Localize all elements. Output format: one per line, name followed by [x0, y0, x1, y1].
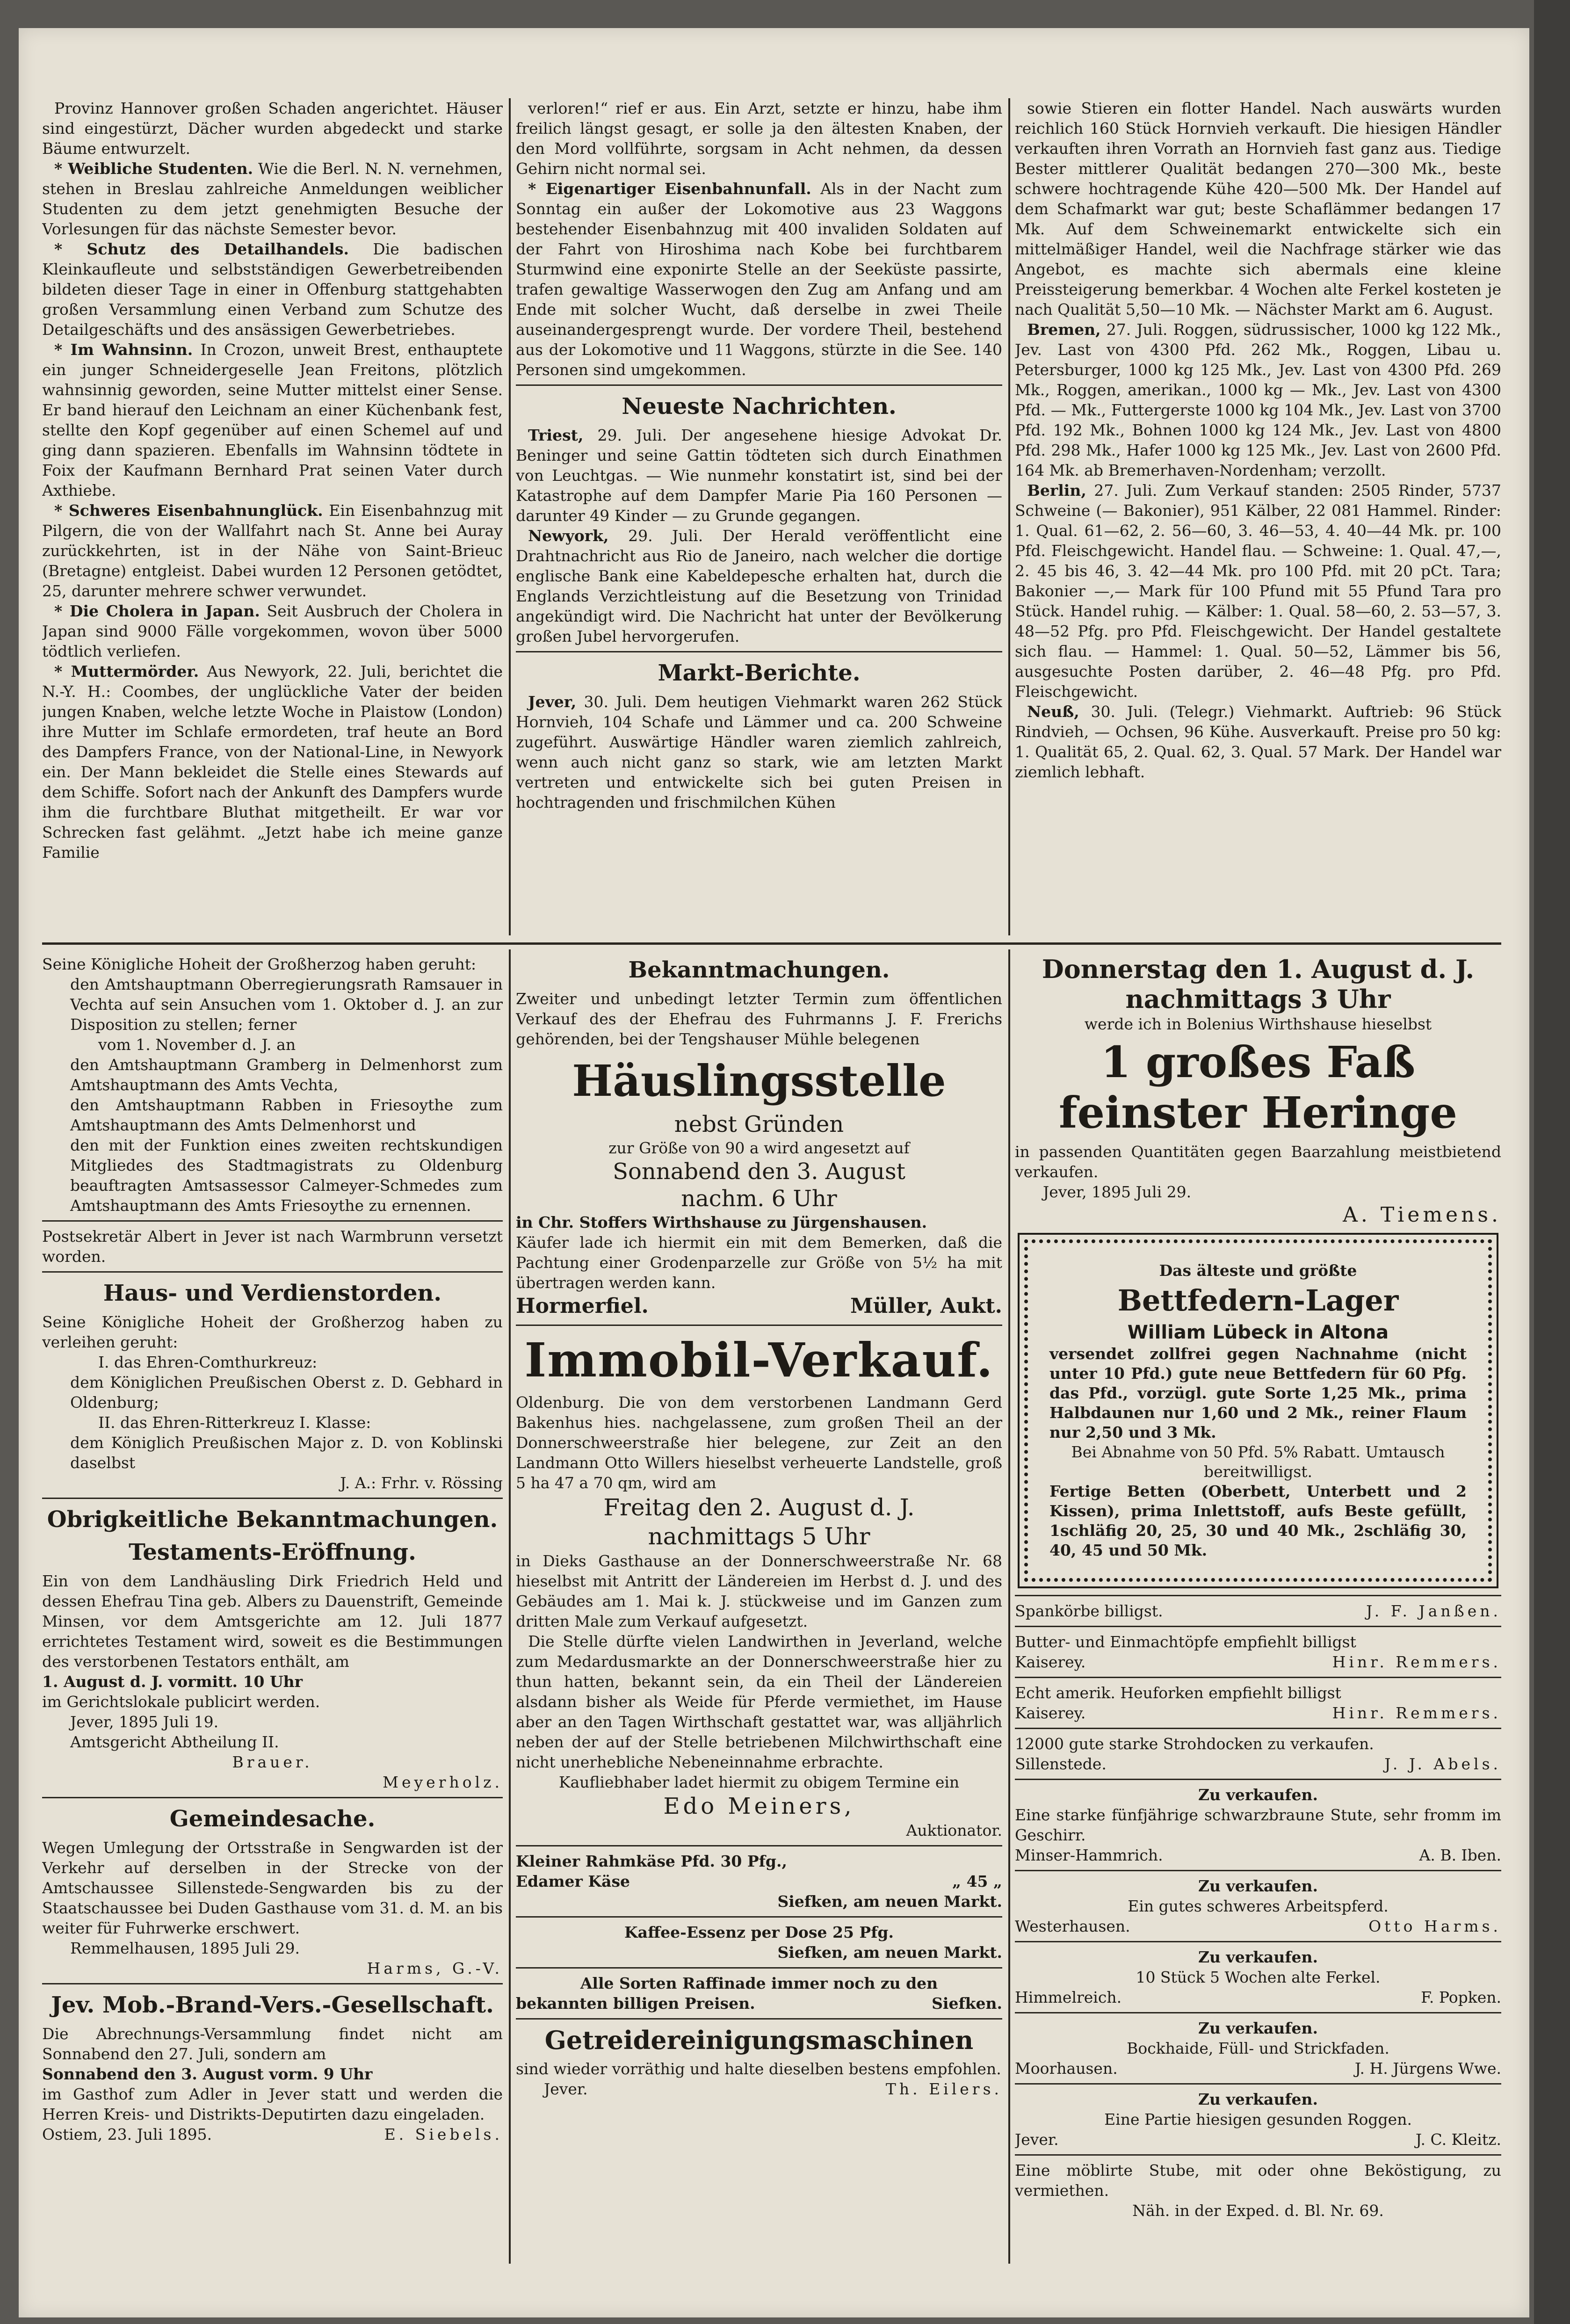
community-text: Wegen Umlegung der Ortsstraße in Sengwarden ist der Verkehr auf derselben in der Strecke von der Amtschaussee Sillenstede-Sengwarden bis zu der Staatschaussee bei Duden Gasthause vom 31. d. M. an bis weiter für Fuhrwerke erschwert.: [42, 1839, 503, 1937]
bottom-column-2: [516, 954, 1002, 2264]
sale-intro: Zweiter und unbedingt letzter Termin zum öffentlichen Verkauf des der Ehefrau des Fuhrmanns J. F. Frerichs gehörenden, bei der Tengshauser Mühle belegenen: [516, 990, 1002, 1048]
article-keyword: * Muttermörder.: [54, 662, 199, 681]
ad-1-place: Minser-Hammrich.: [1015, 1846, 1163, 1864]
small-ad-seller: J. J. Abels.: [1384, 1755, 1501, 1773]
property-signature: Edo Meiners,: [663, 1793, 855, 1819]
testament-date: 1. August d. J. vormitt. 10 Uhr: [42, 1672, 303, 1691]
ad-2-text: Ein gutes schweres Arbeitspferd.: [1128, 1897, 1389, 1915]
article: [42, 159, 503, 239]
ad-2-seller: Otto Harms.: [1368, 1917, 1501, 1935]
ad-2-place: Westerhausen.: [1015, 1917, 1130, 1935]
article: [42, 500, 503, 601]
sugar-ad: Alle Sorten Raffinade immer noch zu den: [580, 1974, 938, 1992]
top-column-3: [1015, 98, 1501, 940]
sugar-ad-2: bekannten billigen Preisen.: [516, 1994, 755, 2013]
article-text: Aus Newyork, 22. Juli, berichtet die N.-Y. H.: Coombes, der unglückliche Vater der beiden jungen Knaben, welche letzte Woche in Plaistow (London) ihre Mutter im Schlafe ermordeten, traf heute an Bord des Dampfers France, von der National-Line, in Newyork ein. Der Mann bekleidet die Stelle eines Stewards auf dem Schiffe. Sofort nach der Ankunft des Dampfers wurde ihm die furchtbare Bluthat mitgetheilt. Er war vor Schrecken fast gelähmt. „Jetzt habe ich meine ganze Familie: [42, 662, 503, 862]
cheese-ad-price: Siefken, am neuen Markt.: [777, 1892, 1002, 1911]
testament-text: Ein von dem Landhäusling Dirk Friedrich Held und dessen Ehefrau Tina geb. Albers zu Dauenstrift, Gemeinde Minsen, vor dem Amtsgerichte am 12. Juli 1877 errichtetes Testament wird, soweit es die Bestimmungen des verstorbenen Testators enthält, am: [42, 1572, 503, 1671]
testament-signature: Meyerholz.: [383, 1773, 503, 1791]
news-item-text: 29. Juli. Der angesehene hiesige Advokat Dr. Beninger und seine Gattin tödteten sich durch Einathmen von Leuchtgas. — Wie nunmehr konstatirt ist, sind bei der Katastrophe auf dem Dampfer Marie Pia 160 Personen — darunter 49 Kinder — zu Grunde gegangen.: [516, 426, 1002, 525]
sale-place: Hormerfiel.: [516, 1294, 649, 1318]
article-keyword: * Schutz des Detailhandels.: [54, 240, 349, 258]
article: [516, 179, 1002, 380]
ad-3-seller: F. Popken.: [1421, 1988, 1501, 2006]
news-item: [516, 526, 1002, 646]
small-ad-text: Spankörbe billigst.: [1015, 1602, 1163, 1620]
article: [516, 98, 1002, 179]
orders-intro: Seine Königliche Hoheit der Großherzog haben zu verleihen geruht:: [42, 1313, 503, 1351]
market-reports-heading: Markt-Berichte.: [658, 660, 861, 686]
ad-5-place: Jever.: [1015, 2130, 1059, 2149]
testament-court: Amtsgericht Abtheilung II.: [70, 1733, 279, 1751]
ad-1-text: Eine starke fünfjährige schwarzbraune Stute, sehr fromm im Geschirr.: [1015, 1806, 1501, 1844]
for-sale-heading-1: Zu verkaufen.: [1198, 1786, 1318, 1804]
small-ad-line: [1015, 1754, 1501, 1774]
sugar-ad-seller: Siefken.: [932, 1994, 1002, 2013]
bottom-column-3: [1015, 954, 1501, 2264]
for-sale-heading-5: Zu verkaufen.: [1198, 2090, 1318, 2108]
testament-heading: Testaments-Eröffnung.: [129, 1539, 416, 1565]
property-text-3: Die Stelle dürfte vielen Landwirthen in Jeverland, welche zum Medardusmarkte an der Donnerschweerstraße hier zu thun hatten, bekannt sein, da ein Theil der Ländereien alsdann bisher als Weide für Pferde vermiethet, im Hause aber an den Tagen Wirthschaft gestattet war, was alljährlich neben der auf der Stelle betriebenen Milchwirthschaft eine nicht unerhebliche Nebeneinnahme erbrachte.: [516, 1632, 1002, 1771]
article: [42, 601, 503, 661]
news-item-keyword: Newyork,: [528, 527, 609, 545]
ad-1-seller: A. B. Iben.: [1419, 1846, 1501, 1864]
insurance-text: Die Abrechnungs-Versammlung findet nicht am Sonnabend den 27. Juli, sondern am: [42, 2025, 503, 2063]
ad-4-text: Bockhaide, Füll- und Strickfaden.: [1127, 2039, 1389, 2057]
order-line: II. das Ehren-Ritterkreuz I. Klasse:: [98, 1413, 371, 1432]
decree-line: den Amtshauptmann Oberregierungsrath Ramsauer in Vechta auf sein Ansuchen vom 1. Oktober d. J. an zur Disposition zu stellen; ferner: [70, 975, 503, 1034]
property-sale-title: Immobil-Verkauf.: [524, 1332, 994, 1388]
article-text: In Crozon, unweit Brest, enthauptete ein junger Schneidergeselle Jean Freitons, plötzlich wahnsinnig geworden, seine Mutter mittelst einer Sense. Er band hierauf den Leichnam an einer Küchenbank fest, stellte den Kopf gegenüber auf einen Schemel auf und ging dann spazieren. Ebenfalls im Wahnsinn tödtete in Foix der Kaufmann Bernhard Prat seinen Vater durch Axthiebe.: [42, 340, 503, 500]
order-line: dem Königlichen Preußischen Oberst z. D. Gebhard in Oldenburg;: [70, 1373, 503, 1412]
market-report: [1015, 480, 1501, 702]
market-report: [516, 692, 1002, 812]
testament-name: Brauer.: [232, 1753, 313, 1771]
for-sale-heading-3: Zu verkaufen.: [1198, 1948, 1318, 1966]
small-ad-text: Echt amerik. Heuforken empfiehlt billigst: [1015, 1684, 1341, 1702]
small-ad-line: [1015, 1632, 1501, 1652]
small-ad-text: Butter- und Einmachtöpfe empfiehlt billigst: [1015, 1633, 1356, 1651]
market-report-text: 30. Juli. Dem heutigen Viehmarkt waren 262 Stück Hornvieh, 104 Schafe und Lämmer und ca. 200 Schweine zugeführt. Auswärtige Händler waren ziemlich zahlreich, wenn auch nicht ganz so stark, wie am letzten Markt vertreten und entwickelte sich bei guten Preisen in hochtragenden und frischmilchen Kühen: [516, 693, 1002, 811]
article-text: verloren!“ rief er aus. Ein Arzt, setzte er hinzu, habe ihm freilich längst gesagt, er solle ja den ältesten Knaben, der den Mord vollführte, sorgsam in Acht nehmen, da dessen Gehirn nicht normal sei.: [516, 99, 1002, 178]
community-place: Remmelhausen, 1895 Juli 29.: [70, 1939, 300, 1957]
bedding-ad-box: [1018, 1233, 1498, 1588]
scan-edge: [1534, 0, 1570, 2324]
sale-title: Häuslingsstelle: [572, 1056, 946, 1106]
latest-news-heading: Neueste Nachrichten.: [622, 393, 897, 420]
herring-text: in passenden Quantitäten gegen Baarzahlung meistbietend verkaufen.: [1015, 1143, 1501, 1181]
news-item: [516, 425, 1002, 526]
insurance-signature: E. Siebels.: [384, 2125, 503, 2143]
top-column-2: [516, 98, 1002, 940]
insurance-place: Ostiem, 23. Juli 1895.: [42, 2125, 212, 2143]
community-signature: Harms, G.-V.: [367, 1959, 503, 1977]
column-rule: [1008, 949, 1010, 2264]
for-sale-heading-2: Zu verkaufen.: [1198, 1877, 1318, 1895]
news-item-text: 29. Juli. Der Herald veröffentlicht eine Drahtnachricht aus Rio de Janeiro, nach welcher die dortige englische Bank eine Kabeldepesche erhalten hat, durch die Englands Verzichtleistung auf die Besetzung von Trinidad angekündigt wird. Die Nachricht hat unter der Bevölkerung großen Jubel hervorgerufen.: [516, 527, 1002, 645]
small-ad-line: [1015, 1734, 1501, 1754]
small-ad-line: [1015, 1652, 1501, 1672]
property-text-2: in Dieks Gasthause an der Donnerschweerstraße Nr. 68 hieselbst mit Antritt der Ländereien im Herbst d. J. und des Gebäudes am 1. Mai k. J. stückweise und im Ganzen zum dritten Male zum Verkauf aufgesetzt.: [516, 1552, 1002, 1630]
article-text: Wie die Berl. N. N. vernehmen, stehen in Breslau zahlreiche Anmeldungen weiblicher Studenten zu dem jetzt genehmigten Besuche der Vorlesungen für das nächste Semester bevor.: [42, 159, 503, 238]
market-report-text: 27. Juli. Roggen, südrussischer, 1000 kg 122 Mk., Jev. Last von 4300 Pfd. 262 Mk., Roggen, Libau u. Petersburger, 1000 kg 125 Mk., Jev. Last von 4300 Pfd. 269 Mk., Roggen, amerikan., 1000 kg — Mk., Jev. Last von 4300 Pfd. — Mk., Futtergerste 1000 kg 104 Mk., Jev. Last von 3700 Pfd. 192 Mk., Bohnen 1000 kg 124 Mk., Jev. Last von 4800 Pfd. 298 Mk., Hafer 1000 kg 125 Mk., Jev. Last von 2600 Pfd. 164 Mk. ab Bremerhaven-Nordenham; verzollt.: [1015, 320, 1501, 479]
article-text: Provinz Hannover großen Schaden angerichtet. Häuser sind eingestürzt, Dächer wurden abgedeckt und starke Bäume entwurzelt.: [42, 99, 503, 158]
insurance-text-2: im Gasthof zum Adler in Jever statt und werden die Herren Kreis- und Distrikts-Deputirten dazu eingeladen.: [42, 2085, 503, 2123]
bedding-company: William Lübeck in Altona: [1127, 1322, 1389, 1343]
sale-buyers: Käufer lade ich hiermit ein mit dem Bemerken, daß die Pachtung einer Grodenparzelle zur Größe von 5½ ha mit übertragen werden kann.: [516, 1233, 1002, 1292]
ad-5-seller: J. C. Kleitz.: [1415, 2130, 1501, 2149]
market-report-keyword: Neuß,: [1027, 702, 1079, 721]
market-report-keyword: Jever,: [528, 693, 577, 711]
property-text: Oldenburg. Die von dem verstorbenen Landmann Gerd Bakenhus hies. nachgelassene, zum großen Theil an der Donnerschweerstraße hier belegene, zur Zeit an den Landmann Otto Willers hieselbst verheuerte Landstelle, groß 5 ha 47 a 70 qm, wird am: [516, 1393, 1002, 1492]
sale-subtitle: nebst Gründen: [674, 1111, 844, 1137]
article-text: Die badischen Kleinkaufleute und selbstständigen Gewerbetreibenden bildeten dieser Tage in einer in Offenburg stattgehabten großen Versammlung einen Verband zum Schutze des Detailgeschäfts und des ansässigen Gewerbetriebes.: [42, 240, 503, 339]
small-ad-seller: J. F. Janßen.: [1366, 1602, 1501, 1620]
article-text: Ein Eisenbahnzug mit Pilgern, die von der Wallfahrt nach St. Anne bei Auray zurückkehrten, ist in der Nähe von Saint-Brieuc (Bretagne) entgleist. Dabei wurden 12 Personen getödtet, 25, darunter mehrere schwer verwundet.: [42, 501, 503, 600]
cheese-ad-price: „ 45 „: [952, 1872, 1002, 1890]
ad-6-contact: Näh. in der Exped. d. Bl. Nr. 69.: [1132, 2201, 1384, 2220]
order-line: I. das Ehren-Comthurkreuz:: [98, 1353, 318, 1371]
cheese-ad-item: Kleiner Rahmkäse Pfd. 30 Pfg.,: [516, 1852, 787, 1870]
column-rule: [1008, 98, 1010, 935]
market-report-keyword: Berlin,: [1027, 481, 1086, 500]
small-ad-seller: Hinr. Remmers.: [1332, 1653, 1501, 1671]
market-report: [1015, 702, 1501, 782]
article: [42, 661, 503, 862]
small-ad-text: 12000 gute starke Strohdocken zu verkaufen.: [1015, 1735, 1374, 1753]
small-ad-line: [1015, 1683, 1501, 1703]
machines-place: Jever.: [544, 2080, 588, 2098]
for-sale-heading-4: Zu verkaufen.: [1198, 2019, 1318, 2037]
decree-line: den Amtshauptmann Rabben in Friesoythe zum Amtshauptmann des Amts Delmenhorst und: [70, 1096, 503, 1134]
article: [42, 239, 503, 340]
decree-line: vom 1. November d. J. an: [98, 1035, 296, 1054]
article-keyword: * Weibliche Studenten.: [54, 159, 253, 178]
coffee-ad: Kaffee-Essenz per Dose 25 Pfg.: [624, 1923, 894, 1941]
article-keyword: * Schweres Eisenbahnunglück.: [54, 501, 323, 520]
machines-heading: Getreidereinigungsmaschinen: [544, 2025, 974, 2055]
testament-place: Jever, 1895 Juli 19.: [70, 1713, 219, 1731]
bedding-text-2: Bei Abnahme von 50 Pfd. 5% Rabatt. Umtausch bereitwilligst.: [1071, 1443, 1445, 1481]
property-text-4: Kaufliebhaber ladet hiermit zu obigem Termine ein: [558, 1773, 960, 1791]
market-report: [1015, 319, 1501, 480]
ad-6-text: Eine möblirte Stube, mit oder ohne Beköstigung, zu vermiethen.: [1015, 2161, 1501, 2200]
column-rule: [509, 949, 511, 2264]
herring-intro: werde ich in Bolenius Wirthshause hieselbst: [1084, 1015, 1432, 1033]
orders-heading: Haus- und Verdienstorden.: [103, 1280, 442, 1306]
section-rule: [42, 942, 1501, 945]
bottom-column-1: [42, 954, 503, 2264]
herring-date: Donnerstag den 1. August d. J.: [1042, 954, 1475, 984]
news-item-keyword: Triest,: [528, 426, 584, 444]
ad-5-text: Eine Partie hiesigen gesunden Roggen.: [1104, 2110, 1412, 2129]
decree-line: den mit der Funktion eines zweiten rechtskundigen Mitgliedes des Stadtmagistrats zu Oldenburg beauftragten Amtsassessor Calmeyer-Schmedes zum Amtshauptmann des Amts Friesoythe zu ernennen.: [70, 1136, 503, 1215]
machines-text: sind wieder vorräthig und halte dieselben bestens empfohlen.: [516, 2060, 1001, 2078]
ad-3-text: 10 Stück 5 Wochen alte Ferkel.: [1136, 1968, 1381, 1986]
sale-size: zur Größe von 90 a wird angesetzt auf: [608, 1139, 910, 1157]
coffee-ad-seller: Siefken, am neuen Markt.: [777, 1943, 1002, 1962]
decree-line: den Amtshauptmann Gramberg in Delmenhorst zum Amtshauptmann des Amts Vechta,: [70, 1056, 503, 1094]
small-ad-line: [1015, 1601, 1501, 1621]
small-ad-text: Sillenstede.: [1015, 1755, 1107, 1773]
sale-signature: Müller, Aukt.: [850, 1294, 1002, 1318]
insurance-heading: Jev. Mob.-Brand-Vers.-Gesellschaft.: [51, 1992, 494, 2018]
ad-4-seller: J. H. Jürgens Wwe.: [1354, 2059, 1501, 2078]
herring-title-2: feinster Heringe: [1059, 1087, 1457, 1138]
sale-date: Sonnabend den 3. August: [613, 1158, 905, 1185]
ad-3-place: Himmelreich.: [1015, 1988, 1122, 2006]
article: [42, 340, 503, 500]
bedding-heading: Bettfedern-Lager: [1117, 1283, 1399, 1318]
column-rule: [509, 98, 511, 935]
official-heading: Obrigkeitliche Bekanntmachungen.: [47, 1506, 498, 1533]
herring-title-1: 1 großes Faß: [1100, 1037, 1416, 1087]
small-ad-seller: Hinr. Remmers.: [1332, 1704, 1501, 1722]
bedding-top: Das älteste und größte: [1159, 1261, 1357, 1280]
top-column-1: [42, 98, 503, 940]
herring-place: Jever, 1895 Juli 29.: [1043, 1183, 1192, 1201]
bedding-text-3: Fertige Betten (Oberbett, Unterbett und 2 Kissen), prima Inlettstoff, aufs Beste gefüllt, 1schläfig 20, 25, 30 und 40 Mk., 2schläfig 30, 40, 45 und 50 Mk.: [1049, 1482, 1467, 1559]
market-report-text: sowie Stieren ein flotter Handel. Nach auswärts wurden reichlich 160 Stück Hornvieh verkauft. Die hiesigen Händler verkauften ihren Vorrath an Hornvieh fast ganz aus. Tiedige Bester mittlerer Qualität bedangen 270—300 Mk., beste schwere hochtragende Kühe 420—500 Mk. Der Handel auf dem Schafmarkt war gut; beste Schaflämmer bedangen 17 Mk. Auf dem Schweinemarkt entwickelte sich ein mittelmäßiger Handel, weil die Nachfrage stärker wie das Angebot, es machte sich abermals eine kleine Preissteigerung bemerkbar. 4 Wochen alte Ferkel kosteten je nach Qualität 5,50—10 Mk. — Nächster Markt am 6. August.: [1015, 99, 1501, 319]
sale-location: in Chr. Stoffers Wirthshause zu Jürgenshausen.: [516, 1213, 927, 1231]
cheese-ad-line: [516, 1871, 1002, 1891]
bedding-text-1: versendet zollfrei gegen Nachnahme (nicht unter 10 Pfd.) gute neue Bettfedern für 60 Pfg. das Pfd., vorzügl. gute Sorte 1,25 Mk., prima Halbdaunen nur 1,60 und 2 Mk., reiner Flaum nur 2,50 und 3 Mk.: [1049, 1345, 1467, 1441]
herring-time: nachmittags 3 Uhr: [1125, 984, 1391, 1014]
property-time: nachmittags 5 Uhr: [648, 1523, 870, 1550]
market-report: [1015, 98, 1501, 319]
article-keyword: * Im Wahnsinn.: [54, 340, 193, 359]
newspaper-page: [19, 28, 1529, 2317]
market-report-text: 30. Juli. (Telegr.) Viehmarkt. Auftrieb: 96 Stück Rindvieh, — Ochsen, 96 Kühe. Ausverkauft. Preise pro 50 kg: 1. Qualität 65, 2. Qual. 62, 3. Qual. 57 Mark. Der Handel war ziemlich lebhaft.: [1015, 702, 1501, 781]
herring-signature: A. Tiemens.: [1343, 1203, 1501, 1227]
small-ad-text: Kaiserey.: [1015, 1653, 1086, 1671]
market-report-text: 27. Juli. Zum Verkauf standen: 2505 Rinder, 5737 Schweine (— Bakonier), 951 Kälber, 22 081 Hammel. Rinder: 1. Qual. 61—62, 2. 56—60, 3. 46—53, 4. 40—44 Mk. pr. 100 Pfd. Fleischgewicht. Handel flau. — Schweine: 1. Qual. 47,—, 2. 45 bis 46, 3. 42—44 Mk. pro 100 Pfd. mit 20 pCt. Tara; Bakonier —,— Mark für 100 Pfund mit 55 Pfund Tara pro Stück. Handel ruhig. — Kälber: 1. Qual. 58—60, 2. 53—57, 3. 48—52 Pfg. pro Pfd. Fleischgewicht. Der Handel gestaltete sich flau. — Hammel: 1. Qual. 50—52, Lämmer bis 56, ausgesuchte Posten darüber, 2. 46—48 Pfg. pro Pfd. Fleischgewicht.: [1015, 481, 1501, 701]
insurance-date: Sonnabend den 3. August vorm. 9 Uhr: [42, 2065, 373, 2083]
order-line: dem Königlich Preußischen Major z. D. von Koblinski daselbst: [70, 1433, 503, 1472]
machines-signature: Th. Eilers.: [885, 2080, 1002, 2098]
article-text: Seit Ausbruch der Cholera in Japan sind 9000 Fälle vorgekommen, wovon über 5000 tödtlich verliefen.: [42, 602, 503, 660]
community-heading: Gemeindesache.: [169, 1806, 376, 1832]
announcements-heading: Bekanntmachungen.: [628, 957, 890, 983]
article: [42, 98, 503, 159]
cheese-ad-item: Edamer Käse: [516, 1872, 630, 1890]
sale-time: nachm. 6 Uhr: [681, 1186, 837, 1212]
orders-signature: J. A.: Frhr. v. Rössing: [340, 1474, 503, 1492]
post-notice: Postsekretär Albert in Jever ist nach Warmbrunn versetzt worden.: [42, 1227, 503, 1266]
decree-intro: Seine Königliche Hoheit der Großherzog haben geruht:: [42, 955, 477, 973]
cheese-ad-line: [516, 1851, 1002, 1871]
ad-4-place: Moorhausen.: [1015, 2059, 1118, 2078]
article-keyword: * Die Cholera in Japan.: [54, 602, 260, 620]
market-report-keyword: Bremen,: [1027, 320, 1101, 339]
testament-text-2: im Gerichtslokale publicirt werden.: [42, 1693, 320, 1711]
property-date: Freitag den 2. August d. J.: [603, 1494, 915, 1521]
property-signature-title: Auktionator.: [906, 1821, 1002, 1839]
small-ad-line: [1015, 1703, 1501, 1723]
article-keyword: * Eigenartiger Eisenbahnunfall.: [528, 180, 811, 198]
article-text: Als in der Nacht zum Sonntag ein außer der Lokomotive aus 23 Waggons bestehender Eisenbahnzug mit 400 invaliden Soldaten auf der Fahrt von Hiroshima nach Kobe bei furchtbarem Sturmwind eine exponirte Stelle an der Seeküste passirte, trafen gewaltige Wasserwogen den Zug am Anfang und am Ende mit solcher Wucht, daß derselbe in zwei Theile auseinandergesprengt wurde. Der vordere Theil, bestehend aus der Lokomotive und 11 Waggons, stürzte in die See. 140 Personen sind umgekommen.: [516, 180, 1002, 379]
small-ad-text: Kaiserey.: [1015, 1704, 1086, 1722]
cheese-ad-line: [516, 1891, 1002, 1911]
